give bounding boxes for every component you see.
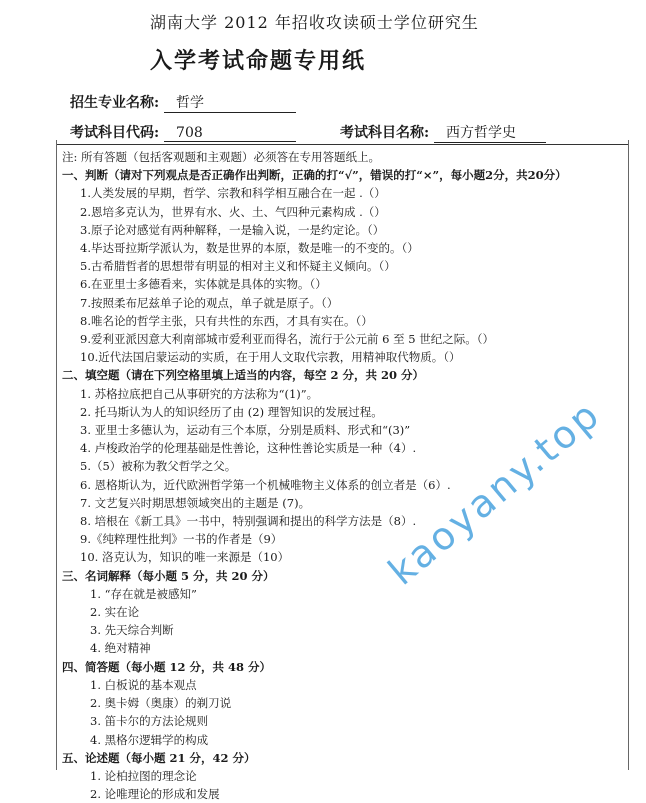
question-item: 2. 实在论 [90, 605, 140, 620]
major-field [70, 92, 296, 113]
question-item: 1. 论柏拉图的理念论 [90, 768, 197, 783]
subject-value: 西方哲学史 [434, 122, 546, 143]
question-item: 4. 黑格尔逻辑学的构成 [90, 732, 209, 747]
answer-note: 注: 所有答题（包括客观题和主观题）必须答在专用答题纸上。 [62, 150, 381, 164]
question-item: 9.爱利亚派因意大利南部城市爱利亚而得名，流行于公元前 6 至 5 世纪之际。（） [80, 332, 494, 347]
question-item: 3.原子论对感觉有两种解释，一是输入说，一是约定论。（） [80, 222, 385, 237]
question-item: 5.古希腊哲者的思想带有明显的相对主义和怀疑主义倾向。（） [80, 259, 396, 274]
question-item: 3. 笛卡尔的方法论规则 [90, 714, 209, 729]
question-item: 8.唯名论的哲学主张，只有共性的东西，才具有实在。（） [80, 313, 373, 328]
subject-field [340, 122, 546, 143]
section-heading: 五、论述题（每小题 21 分，42 分） [62, 750, 256, 765]
section-heading: 四、简答题（每小题 12 分，共 48 分） [62, 659, 272, 674]
question-item: 1. “存在就是被感知” [90, 586, 197, 601]
question-item: 6. 恩格斯认为，近代欧洲哲学第一个机械唯物主义体系的创立者是（6）. [80, 477, 451, 492]
question-item: 8. 培根在《新工具》一书中，特别强调和提出的科学方法是（8）. [80, 514, 417, 529]
right-border [628, 140, 629, 770]
question-item: 2.恩培多克认为，世界有水、火、土、气四种元素构成 .（） [80, 204, 386, 219]
section-heading: 一、判断（请对下列观点是否正确作出判断，正确的打“√”，错误的打“×”，每小题2分，共20分） [62, 168, 567, 183]
left-border [56, 140, 57, 770]
code-label: 考试科目代码: [70, 125, 160, 141]
question-item: 1.人类发展的早期，哲学、宗教和科学相互融合在一起 .（） [80, 186, 386, 201]
question-item: 2. 托马斯认为人的知识经历了由 (2) 理智知识的发展过程。 [80, 404, 383, 419]
question-item: 4. 绝对精神 [90, 641, 151, 656]
question-item: 2. 论唯理论的形成和发展 [90, 787, 220, 802]
question-item: 10.近代法国启蒙运动的实质，在于用人文取代宗教，用精神取代物质。（） [80, 350, 461, 365]
university-header: 湖南大学 2012 年招收攻读硕士学位研究生 [150, 13, 479, 32]
question-item: 2. 奥卡姆（奥康）的剃刀说 [90, 696, 232, 711]
section-heading: 二、填空题（请在下列空格里填上适当的内容，每空 2 分，共 20 分） [62, 368, 425, 383]
question-item: 10. 洛克认为，知识的唯一来源是（10） [80, 550, 290, 565]
question-item: 5.（5）被称为教父哲学之父。 [80, 459, 237, 474]
top-rule [56, 144, 628, 145]
question-item: 7.按照柔布尼兹单子论的观点，单子就是原子。（） [80, 295, 339, 310]
major-value: 哲学 [164, 92, 296, 113]
question-item: 7. 文艺复兴时期思想领域突出的主题是 (7)。 [80, 495, 311, 510]
question-item: 9.《纯粹理性批判》一书的作者是（9） [80, 532, 283, 547]
major-label: 招生专业名称: [70, 95, 160, 111]
watermark-text: kaoyany.top [380, 391, 610, 594]
subject-label: 考试科目名称: [340, 125, 430, 141]
question-item: 4.毕达哥拉斯学派认为，数是世界的本原，数是唯一的不变的。（） [80, 241, 419, 256]
page-title: 入学考试命题专用纸 [150, 48, 367, 74]
question-item: 1. 白板说的基本观点 [90, 677, 197, 692]
section-heading: 三、名词解释（每小题 5 分，共 20 分） [62, 568, 275, 583]
code-field [70, 122, 296, 142]
question-item: 4. 卢梭政治学的伦理基础是性善论，这种性善论实质是一种（4）. [80, 441, 417, 456]
code-value: 708 [164, 125, 296, 142]
question-item: 3. 先天综合判断 [90, 623, 174, 638]
question-item: 6.在亚里士多德看来，实体就是具体的实物。（） [80, 277, 327, 292]
question-item: 1. 苏格拉底把自己从事研究的方法称为“(1)”。 [80, 386, 319, 401]
question-item: 3. 亚里士多德认为，运动有三个本原，分别是质料、形式和“(3)” [80, 423, 411, 438]
